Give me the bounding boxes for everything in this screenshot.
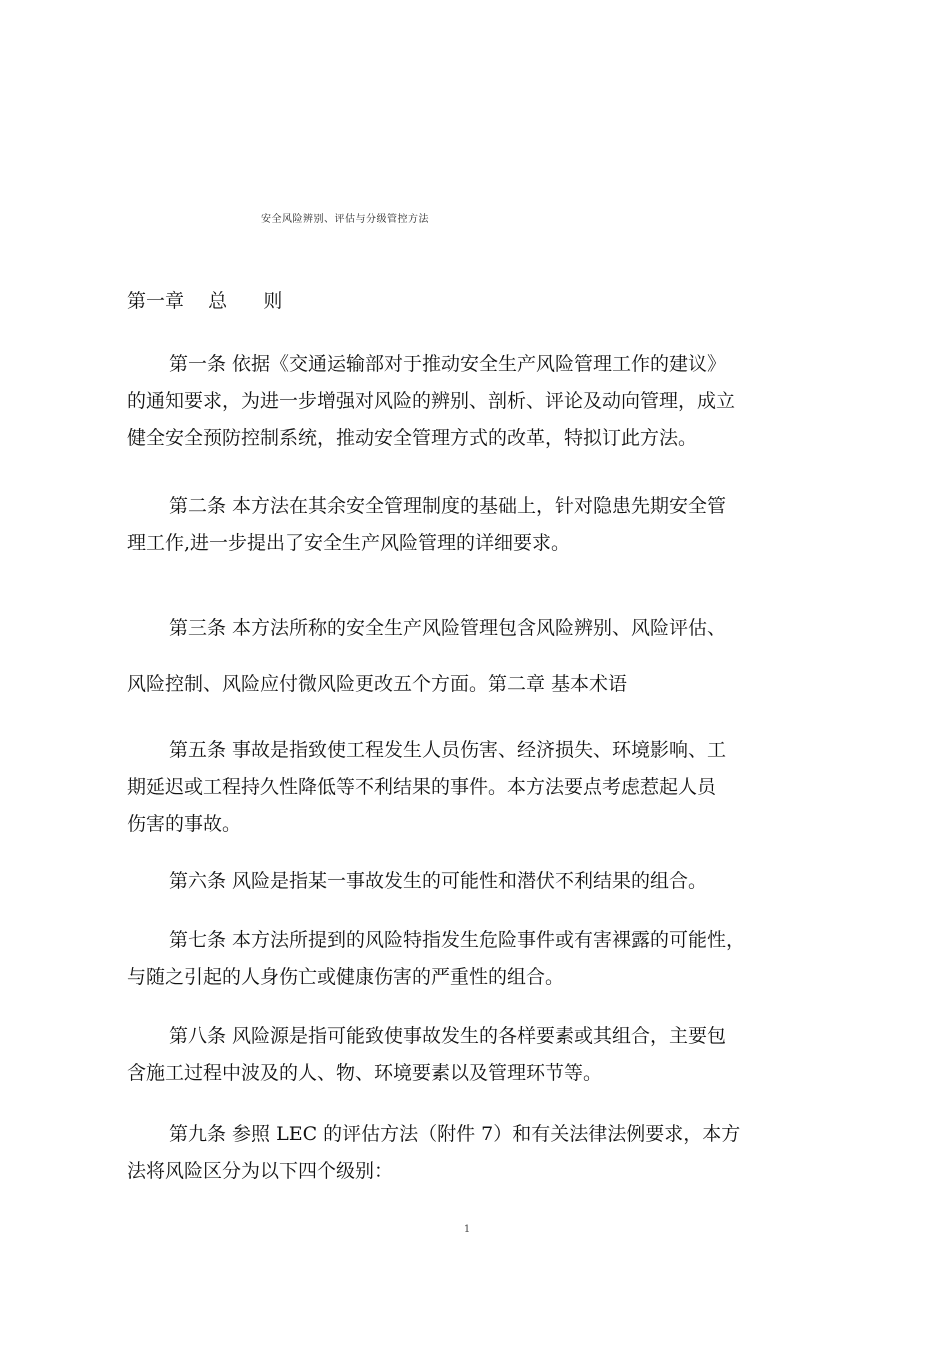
paragraph-line: 第五条 事故是指致使工程发生人员伤害、经济损失、环境影响、工 — [169, 739, 727, 761]
article-5 — [127, 732, 807, 843]
paragraph-line: 风险控制、风险应付微风险更改五个方面。第二章 基本术语 — [127, 673, 628, 695]
paragraph-line: 的通知要求，为进一步增强对风险的辨别、剖析、评论及动向管理，成立 — [127, 390, 736, 412]
paragraph-line: 第八条 风险源是指可能致使事故发生的各样要素或其组合，主要包 — [169, 1025, 727, 1047]
article-2 — [127, 488, 807, 562]
paragraph-line: 第七条 本方法所提到的风险特指发生危险事件或有害裸露的可能性， — [169, 929, 746, 951]
article-8 — [127, 1018, 807, 1092]
chapter-heading: 第一章 总 则 — [127, 290, 283, 312]
paragraph-line: 与随之引起的人身伤亡或健康伤害的严重性的组合。 — [127, 966, 565, 988]
paragraph-line: 期延迟或工程持久性降低等不利结果的事件。本方法要点考虑惹起人员 — [127, 776, 717, 798]
paragraph-line: 法将风险区分为以下四个级别： — [127, 1160, 394, 1182]
article-9 — [127, 1116, 807, 1190]
paragraph-line: 第六条 风险是指某一事故发生的可能性和潜伏不利结果的组合。 — [169, 870, 708, 892]
article-6 — [127, 863, 807, 900]
article-7 — [127, 922, 807, 996]
paragraph-line: 第三条 本方法所称的安全生产风险管理包含风险辨别、风险评估、 — [169, 617, 727, 639]
paragraph-line: 第一条 依据《交通运输部对于推动安全生产风险管理工作的建议》 — [169, 353, 727, 375]
article-3 — [127, 600, 807, 712]
paragraph-line: 第九条 参照 LEC 的评估方法（附件 7）和有关法律法例要求，本方 — [169, 1123, 741, 1145]
paragraph-line: 含施工过程中波及的人、物、环境要素以及管理环节等。 — [127, 1062, 603, 1084]
document-title: 安全风险辨别、评估与分级管控方法 — [261, 214, 429, 225]
paragraph-line: 伤害的事故。 — [127, 813, 242, 835]
paragraph-line: 第二条 本方法在其余安全管理制度的基础上，针对隐患先期安全管 — [169, 495, 727, 517]
paragraph-line: 理工作,进一步提出了安全生产风险管理的详细要求。 — [127, 532, 571, 554]
paragraph-line: 健全安全预防控制系统，推动安全管理方式的改革，特拟订此方法。 — [127, 427, 698, 449]
article-1 — [127, 346, 807, 457]
page-number: 1 — [463, 1224, 471, 1235]
